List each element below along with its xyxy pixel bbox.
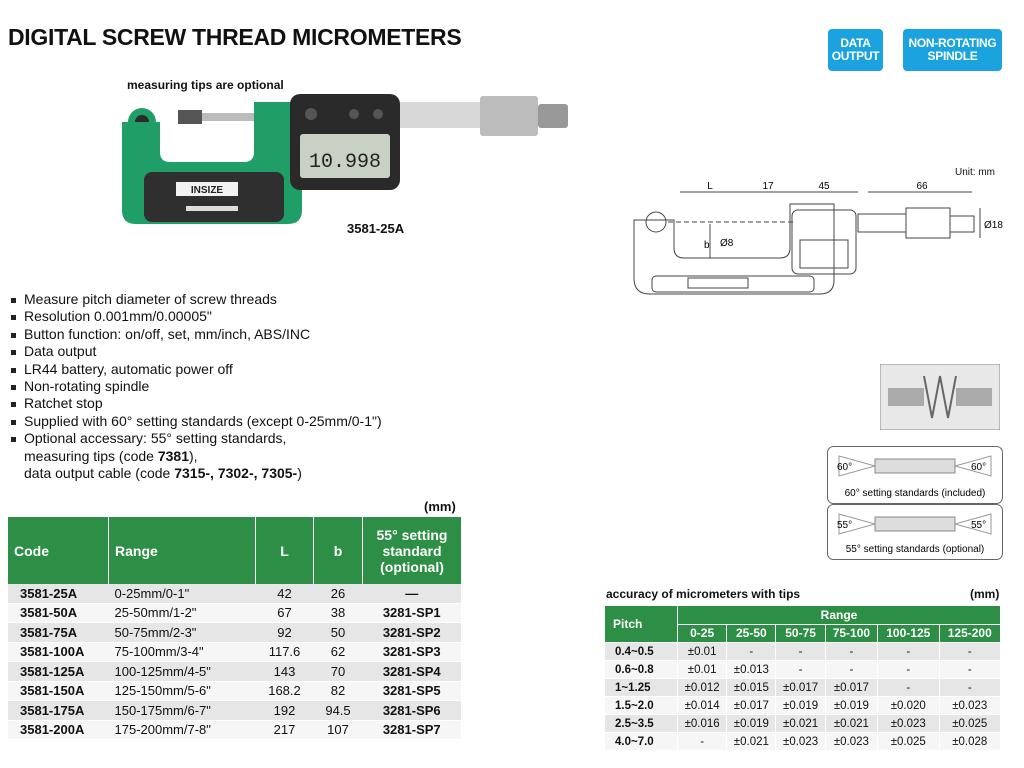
feature-item: Resolution 0.001mm/0.00005" — [8, 308, 382, 325]
cell-l: 217 — [256, 720, 314, 740]
thread-measuring-photo — [880, 364, 1000, 430]
cell-standard: 3281-SP5 — [363, 681, 462, 701]
cell-accuracy: ±0.01 — [678, 643, 727, 661]
accessory-tips-text: measuring tips (code — [24, 447, 158, 464]
cell-range: 100-125mm/4-5" — [109, 662, 256, 682]
cell-accuracy: ±0.021 — [727, 733, 776, 751]
thimble — [480, 96, 538, 136]
cell-b: 38 — [314, 603, 363, 623]
cell-accuracy: ±0.014 — [678, 697, 727, 715]
cell-accuracy: ±0.019 — [776, 697, 825, 715]
header-code: Code — [8, 517, 109, 584]
cell-range: 25-50mm/1-2" — [109, 603, 256, 623]
table-row — [8, 701, 461, 721]
cell-accuracy: - — [939, 661, 1001, 679]
feature-item: LR44 battery, automatic power off — [8, 361, 382, 378]
cell-code: 3581-175A — [8, 701, 109, 721]
std60-angle-left: 60° — [837, 462, 853, 473]
header-range-group: Range — [678, 606, 1001, 625]
cell-l: 143 — [256, 662, 314, 682]
cell-code: 3581-150A — [8, 681, 109, 701]
drawing-anvil — [646, 212, 666, 232]
mode-button — [373, 109, 383, 119]
accuracy-header-row-1 — [605, 606, 1001, 625]
model-label: 3581-25A — [347, 221, 405, 236]
cell-accuracy: ±0.023 — [776, 733, 825, 751]
table-row — [8, 584, 461, 603]
power-button — [305, 108, 317, 120]
cell-accuracy: - — [825, 661, 877, 679]
cell-accuracy: - — [939, 679, 1001, 697]
cell-accuracy: ±0.019 — [727, 715, 776, 733]
cell-accuracy: ±0.012 — [678, 679, 727, 697]
cell-accuracy: ±0.023 — [939, 697, 1001, 715]
feature-item: Supplied with 60° setting standards (except 0-25mm/0-1") — [8, 413, 382, 430]
cell-accuracy: ±0.017 — [727, 697, 776, 715]
lcd-value: 10.998 — [308, 151, 382, 174]
cell-accuracy: ±0.013 — [727, 661, 776, 679]
cell-accuracy: ±0.016 — [678, 715, 727, 733]
cell-pitch: 4.0~7.0 — [605, 733, 678, 751]
data-output-badge: DATA OUTPUT — [828, 29, 883, 71]
set-button — [349, 109, 359, 119]
cell-accuracy: ±0.015 — [727, 679, 776, 697]
cell-range: 175-200mm/7-8" — [109, 720, 256, 740]
feature-list — [8, 291, 382, 482]
frame-label — [186, 206, 238, 211]
cell-b: 82 — [314, 681, 363, 701]
accuracy-unit: (mm) — [970, 587, 1000, 601]
table-row — [605, 679, 1001, 697]
accessory-line-2 — [24, 448, 382, 465]
header-range-col: 75-100 — [825, 624, 877, 643]
table-row — [8, 720, 461, 740]
std55-angle-right: 55° — [971, 520, 987, 531]
main-table-unit: (mm) — [424, 499, 456, 514]
cell-standard: 3281-SP3 — [363, 642, 462, 662]
header-pitch: Pitch — [605, 606, 678, 643]
std60-angle-right: 60° — [971, 462, 987, 473]
cell-standard: 3281-SP4 — [363, 662, 462, 682]
feature-item: Button function: on/off, set, mm/inch, ABS/INC — [8, 326, 382, 343]
header-setting-standard: 55° setting standard (optional) — [363, 517, 462, 584]
dimension-drawing — [628, 180, 1012, 330]
drawing-plate — [688, 278, 748, 288]
ratchet — [538, 104, 568, 128]
unit-label: Unit: mm — [955, 167, 995, 178]
cell-code: 3581-50A — [8, 603, 109, 623]
table-row — [605, 643, 1001, 661]
setting-standard-60 — [827, 446, 1003, 504]
cell-range: 75-100mm/3-4" — [109, 642, 256, 662]
cell-code: 3581-25A — [8, 584, 109, 603]
sleeve — [400, 102, 480, 128]
dim-d8: Ø8 — [720, 238, 734, 249]
std60-body — [875, 459, 955, 473]
drawing-head — [792, 210, 856, 274]
std60-label: 60° setting standards (included) — [844, 488, 986, 499]
cell-l: 92 — [256, 623, 314, 643]
cell-accuracy: - — [939, 643, 1001, 661]
cell-pitch: 0.6~0.8 — [605, 661, 678, 679]
accessory-cable-codes: 7315-, 7302-, 7305- — [174, 465, 298, 482]
cell-accuracy: - — [878, 661, 939, 679]
drawing-thimble — [906, 208, 950, 238]
dim-17: 17 — [762, 181, 774, 192]
cell-accuracy: - — [825, 643, 877, 661]
cell-standard: 3281-SP1 — [363, 603, 462, 623]
table-row — [605, 697, 1001, 715]
table-row — [605, 733, 1001, 751]
accessory-item — [8, 430, 382, 482]
cell-range: 125-150mm/5-6" — [109, 681, 256, 701]
cell-pitch: 1~1.25 — [605, 679, 678, 697]
cell-accuracy: ±0.017 — [776, 679, 825, 697]
non-rotating-spindle-badge: NON-ROTATING SPINDLE — [903, 29, 1002, 71]
table-row — [8, 681, 461, 701]
cell-standard: 3281-SP2 — [363, 623, 462, 643]
cell-accuracy: - — [878, 643, 939, 661]
feature-item: Measure pitch diameter of screw threads — [8, 291, 382, 308]
accuracy-table — [604, 605, 1001, 751]
table-row — [8, 642, 461, 662]
cell-b: 26 — [314, 584, 363, 603]
cell-accuracy: - — [776, 643, 825, 661]
cell-pitch: 1.5~2.0 — [605, 697, 678, 715]
cell-code: 3581-100A — [8, 642, 109, 662]
cell-accuracy: ±0.021 — [825, 715, 877, 733]
thread-tip-left — [888, 388, 924, 406]
cell-range: 50-75mm/2-3" — [109, 623, 256, 643]
cell-b: 50 — [314, 623, 363, 643]
table-row — [8, 623, 461, 643]
cell-accuracy: - — [678, 733, 727, 751]
page-title: DIGITAL SCREW THREAD MICROMETERS — [8, 24, 462, 50]
setting-standard-55 — [827, 504, 1003, 560]
dim-45: 45 — [818, 181, 830, 192]
cell-b: 70 — [314, 662, 363, 682]
cell-range: 150-175mm/6-7" — [109, 701, 256, 721]
cell-l: 192 — [256, 701, 314, 721]
std55-label: 55° setting standards (optional) — [845, 544, 985, 555]
cell-l: 168.2 — [256, 681, 314, 701]
dim-66: 66 — [916, 181, 928, 192]
cell-accuracy: - — [776, 661, 825, 679]
cell-range: 0-25mm/0-1" — [109, 584, 256, 603]
measuring-tip-left — [178, 110, 202, 124]
cell-b: 62 — [314, 642, 363, 662]
drawing-frame — [634, 204, 834, 294]
accessory-tips-suffix: ), — [189, 447, 198, 464]
cell-accuracy: ±0.019 — [825, 697, 877, 715]
spec-table — [8, 517, 461, 740]
header-range-col: 100-125 — [878, 624, 939, 643]
cell-accuracy: ±0.023 — [825, 733, 877, 751]
cell-accuracy: ±0.01 — [678, 661, 727, 679]
table-row — [8, 662, 461, 682]
header-range-col: 50-75 — [776, 624, 825, 643]
cell-accuracy: ±0.021 — [776, 715, 825, 733]
header-range-col: 125-200 — [939, 624, 1001, 643]
thread-tip-right — [956, 388, 992, 406]
header-range: Range — [109, 517, 256, 584]
cell-standard: 3281-SP6 — [363, 701, 462, 721]
micrometer-photo — [108, 92, 578, 232]
cell-accuracy: - — [878, 679, 939, 697]
header-l: L — [256, 517, 314, 584]
drawing-sleeve — [858, 214, 906, 232]
cell-b: 94.5 — [314, 701, 363, 721]
cell-pitch: 0.4~0.5 — [605, 643, 678, 661]
accuracy-title: accuracy of micrometers with tips — [606, 587, 801, 601]
cell-l: 117.6 — [256, 642, 314, 662]
cell-l: 67 — [256, 603, 314, 623]
table-row — [8, 603, 461, 623]
accessory-cable-text: data output cable (code — [24, 465, 175, 482]
cell-code: 3581-125A — [8, 662, 109, 682]
cell-accuracy: ±0.023 — [878, 715, 939, 733]
cell-accuracy: ±0.028 — [939, 733, 1001, 751]
cell-accuracy: ±0.017 — [825, 679, 877, 697]
drawing-ratchet — [950, 216, 974, 232]
cell-standard: — — [363, 584, 462, 603]
feature-item: Ratchet stop — [8, 395, 382, 412]
dim-b: b — [704, 240, 710, 251]
cell-accuracy: - — [727, 643, 776, 661]
accessory-tips-code: 7381 — [157, 447, 189, 464]
dim-d18: Ø18 — [984, 220, 1003, 231]
feature-item: Non-rotating spindle — [8, 378, 382, 395]
cell-l: 42 — [256, 584, 314, 603]
accessory-line-1: Optional accessary: 55° setting standards, — [24, 430, 287, 447]
cell-accuracy: ±0.025 — [939, 715, 1001, 733]
std55-angle-left: 55° — [837, 520, 853, 531]
tips-note: measuring tips are optional — [127, 78, 284, 92]
drawing-lcd — [800, 240, 848, 268]
cell-accuracy: ±0.025 — [878, 733, 939, 751]
table-row — [605, 715, 1001, 733]
cell-code: 3581-200A — [8, 720, 109, 740]
accessory-cable-suffix: ) — [297, 465, 302, 482]
accessory-line-3 — [24, 465, 382, 482]
std55-body — [875, 517, 955, 531]
table-row — [605, 661, 1001, 679]
cell-pitch: 2.5~3.5 — [605, 715, 678, 733]
cell-code: 3581-75A — [8, 623, 109, 643]
dim-l: L — [707, 181, 713, 192]
cell-standard: 3281-SP7 — [363, 720, 462, 740]
cell-b: 107 — [314, 720, 363, 740]
cell-accuracy: ±0.020 — [878, 697, 939, 715]
spec-table-header — [8, 517, 461, 584]
feature-item: Data output — [8, 343, 382, 360]
brand-logo: INSIZE — [190, 185, 224, 196]
frame-grip — [144, 172, 284, 222]
header-range-col: 0-25 — [678, 624, 727, 643]
header-b: b — [314, 517, 363, 584]
header-range-col: 25-50 — [727, 624, 776, 643]
